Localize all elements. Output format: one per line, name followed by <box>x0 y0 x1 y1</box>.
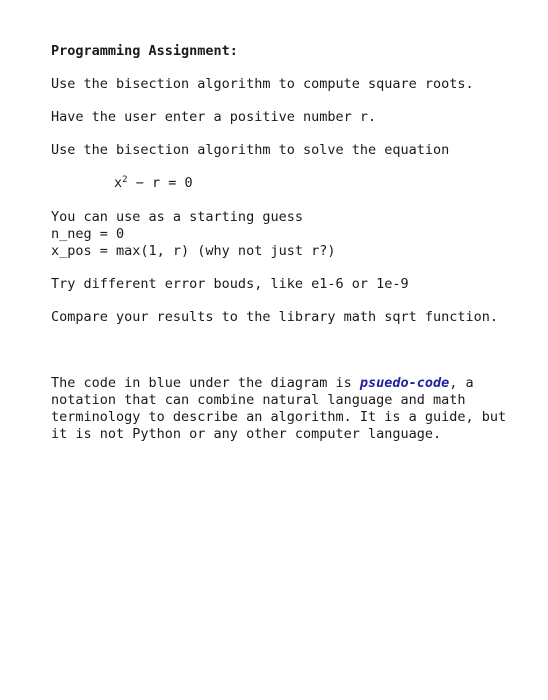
equation <box>114 175 511 192</box>
equation-exponent: 2 <box>122 175 128 185</box>
paragraph-pseudocode-note <box>51 375 515 443</box>
paragraph-error-bounds: Try different error bouds, like e1-6 or 1e-9 <box>51 276 409 292</box>
paragraph-solve-equation: Use the bisection algorithm to solve the equation <box>51 142 450 158</box>
paragraph-user-input: Have the user enter a positive number r. <box>51 109 377 125</box>
note-text-before: The code in blue under the diagram is <box>51 375 360 391</box>
assignment-heading: Programming Assignment: <box>51 43 238 59</box>
starting-guess-n-neg: n_neg = 0 <box>51 226 125 242</box>
equation-variable: x <box>114 175 123 191</box>
equation-rest: − r = 0 <box>127 175 193 191</box>
paragraph-bisection-intro: Use the bisection algorithm to compute square roots. <box>51 76 474 92</box>
note-text-after: , a notation that can combine natural language and math terminology to describe an algorithm. It is a guide, but it is not Python or any other computer language. <box>51 375 515 442</box>
starting-guess-x-pos: x_pos = max(1, r) (why not just r?) <box>51 243 336 259</box>
document-body <box>51 43 515 459</box>
paragraph-compare: Compare your results to the library math sqrt function. <box>51 309 499 325</box>
pseudocode-keyword: psuedo-code <box>359 375 450 391</box>
starting-guess-intro: You can use as a starting guess <box>51 209 303 225</box>
spacer <box>51 342 511 375</box>
starting-guess-block <box>51 209 511 260</box>
